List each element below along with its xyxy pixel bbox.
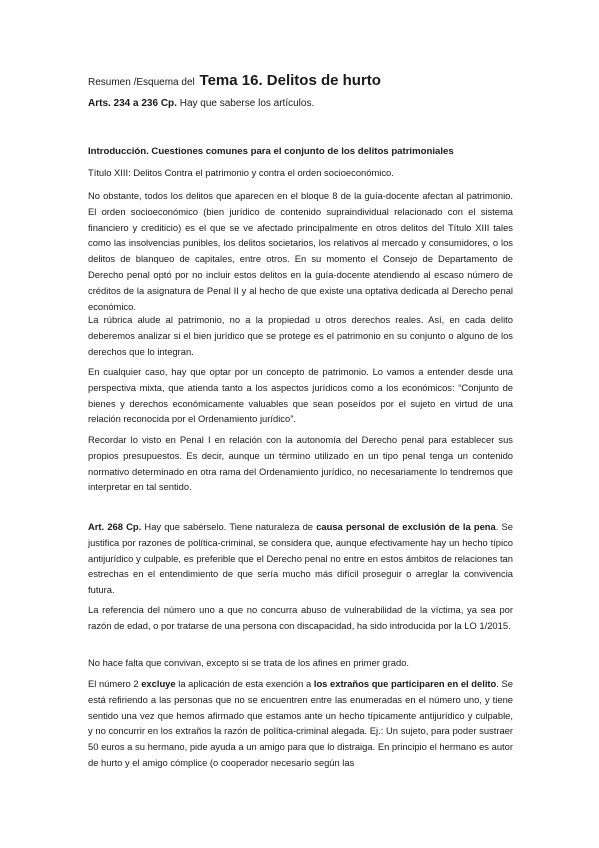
paragraph-6: La referencia del número uno a que no concurra abuso de vulnerabilidad de la víctima, ya sea por razón de edad, o por tratarse de una persona con discapacidad, ha sido introducida por la LO 1/2015. bbox=[88, 604, 513, 631]
paragraph-8-block bbox=[88, 676, 513, 771]
p8-text-3: . Se está refiriendo a las personas que no se encuentren entre las enumeradas en el número uno, y tiene sentido una vez que hemos afirmado que estamos ante un hecho típicamente antijurídico y culpable, y no concurrir en los extraños la razón de política-criminal alegada. Ej.: Un sujeto, para poder sustraer 50 euros a su hermano, pide ayuda a un amigo para que lo distraiga. En principio el hermano es autor de hurto y el amigo cómplice (o cooperador necesario según las bbox=[88, 678, 513, 768]
p8-text-1: El número 2 bbox=[88, 678, 142, 689]
p8-excluye: excluye bbox=[141, 678, 176, 689]
p5-emphasis: causa personal de exclusión de la pena bbox=[316, 521, 496, 532]
arts-bold: Arts. 234 a 236 Cp. bbox=[88, 98, 177, 109]
paragraph-3: En cualquier caso, hay que optar por un concepto de patrimonio. Lo vamos a entender desde una perspectiva mixta, que atienda tanto a los aspectos jurídicos como a los económicos: “Conjunto de bienes y derechos económicamente valuables que sean poseídos por el sujeto en virtud de una relación reconocida por el Ordenamiento jurídico”. bbox=[88, 366, 513, 425]
titulo-block bbox=[88, 165, 513, 181]
titulo-line: Título XIII: Delitos Contra el patrimonio y contra el orden socioeconómico. bbox=[88, 167, 394, 178]
paragraph-3-block bbox=[88, 364, 513, 427]
paragraph-6-block bbox=[88, 602, 513, 634]
arts-rest: Hay que saberse los artículos. bbox=[176, 98, 315, 109]
document-title bbox=[88, 72, 381, 89]
title-prefix: Resumen /Esquema del bbox=[88, 77, 195, 88]
p5-art-bold: Art. 268 Cp. bbox=[88, 521, 142, 532]
paragraph-5 bbox=[88, 519, 513, 598]
paragraph-2: La rúbrica alude al patrimonio, no a la propiedad u otros derechos reales. Así, en cada delito deberemos analizar si el bien jurídico que se protege es el patrimonio en su conjunto o alguno de los derechos que lo integran. bbox=[88, 314, 513, 357]
p5-text-2: . Se justifica por razones de política-criminal, se considera que, aunque efectivamente hay un hecho típico antijurídico y culpable, es preferible que el Derecho penal no entre en estos ámbitos de relaciones tan estrechas en el entendimiento de que sería mucho más difícil proseguir o arreglar la convivencia futura. bbox=[88, 521, 513, 596]
p8-text-2: la aplicación de esta exención a bbox=[175, 678, 314, 689]
paragraph-4: Recordar lo visto en Penal I en relación con la autonomía del Derecho penal para establecer sus propios presupuestos. Es decir, aunque un término utilizado en un tipo penal tenga un contenido normativo determinado en otra rama del Ordenamiento jurídico, no necesariamente lo tendremos que interpretar en tal sentido. bbox=[88, 434, 513, 493]
paragraph-7: No hace falta que convivan, excepto si se trata de los afines en primer grado. bbox=[88, 657, 410, 668]
p8-extranos: los extraños que participaren en el delito bbox=[313, 678, 497, 689]
paragraph-5-block bbox=[88, 519, 513, 598]
intro-heading-block bbox=[88, 144, 513, 160]
intro-heading: Introducción. Cuestiones comunes para el conjunto de los delitos patrimoniales bbox=[88, 146, 454, 157]
paragraph-1: No obstante, todos los delitos que aparecen en el bloque 8 de la guía-docente afectan al patrimonio. El orden socioeconómico (bien jurídico de contenido supraindividual relacionado con el sistema financiero y crediticio) es el que se ve afectado principalmente en otros delitos del Título XIII tales como las insolvencias punibles, los delitos societarios, los relativos al mercado y consumidores, o los delitos de blanqueo de capitales, entre otros. En su momento el Consejo de Departamento de Derecho penal optó por no incluir estos delitos en la guía-docente atendiendo al escaso número de créditos de la asignatura de Penal II y al hecho de que existe una optativa dedicada al Derecho penal económico. bbox=[88, 190, 513, 312]
paragraph-8 bbox=[88, 676, 513, 771]
paragraph-2-block bbox=[88, 312, 513, 359]
paragraph-4-block bbox=[88, 432, 513, 495]
paragraph-1-block bbox=[88, 188, 513, 314]
p5-text-1: Hay que sabérselo. Tiene naturaleza de bbox=[141, 521, 317, 532]
title-main: Tema 16. Delitos de hurto bbox=[199, 72, 381, 89]
arts-line bbox=[88, 98, 314, 109]
paragraph-7-block bbox=[88, 655, 513, 671]
